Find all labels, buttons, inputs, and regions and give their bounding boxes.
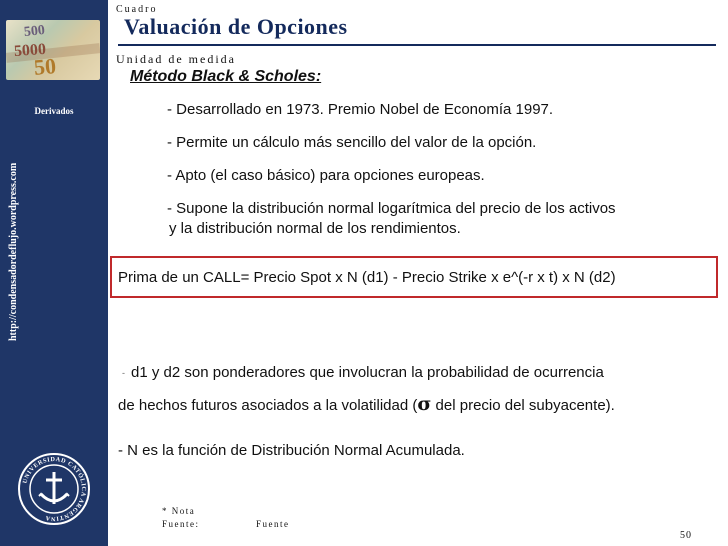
- source-label: Fuente:: [162, 519, 200, 529]
- section-label: Derivados: [34, 106, 74, 116]
- title-divider: [118, 44, 716, 46]
- sidebar: [0, 0, 108, 546]
- method-title: Método Black & Scholes:: [130, 68, 322, 85]
- bullet-item: - Apto (el caso básico) para opciones europeas.: [167, 167, 485, 184]
- sigma-symbol: σ: [417, 393, 432, 415]
- unit-label: Unidad de medida: [116, 52, 236, 66]
- formula-text: Prima de un CALL= Precio Spot x N (d1) - Precio Strike x e^(-r x t) x N (d2): [118, 268, 616, 286]
- source-value: Fuente: [256, 519, 290, 529]
- vertical-url: http://condensadordeflujo.wordpress.com: [8, 162, 19, 341]
- n-definition-paragraph: - N es la función de Distribución Normal Acumulada.: [118, 442, 465, 459]
- bullet-list: [167, 100, 717, 252]
- bullet-item: - Permite un cálculo más sencillo del valor de la opción.: [167, 134, 537, 151]
- call-premium-formula: [110, 256, 718, 298]
- cuadro-label: Cuadro: [116, 4, 158, 15]
- d1-d2-paragraph: - d1 y d2 son ponderadores que involucran la probabilidad de ocurrencia de hechos futuros asociados a la volatilidad (σ del precio del subyacente).: [118, 364, 615, 415]
- university-seal-logo: [17, 452, 91, 526]
- svg-text:UNIVERSIDAD CATÓLICA ARGENTINA: UNIVERSIDAD CATÓLICA ARGENTINA: [21, 455, 88, 523]
- bullet-item: - Desarrollado en 1973. Premio Nobel de Economía 1997.: [167, 101, 554, 118]
- page-number: 50: [680, 530, 692, 541]
- footnote: * Nota: [162, 506, 196, 516]
- banknotes-image: 500 5000 50: [6, 20, 100, 80]
- page-title: Valuación de Opciones: [124, 14, 348, 39]
- bullet-item: - Supone la distribución normal logarítmica del precio de los activos y la distribución normal de los rendimientos.: [167, 200, 616, 237]
